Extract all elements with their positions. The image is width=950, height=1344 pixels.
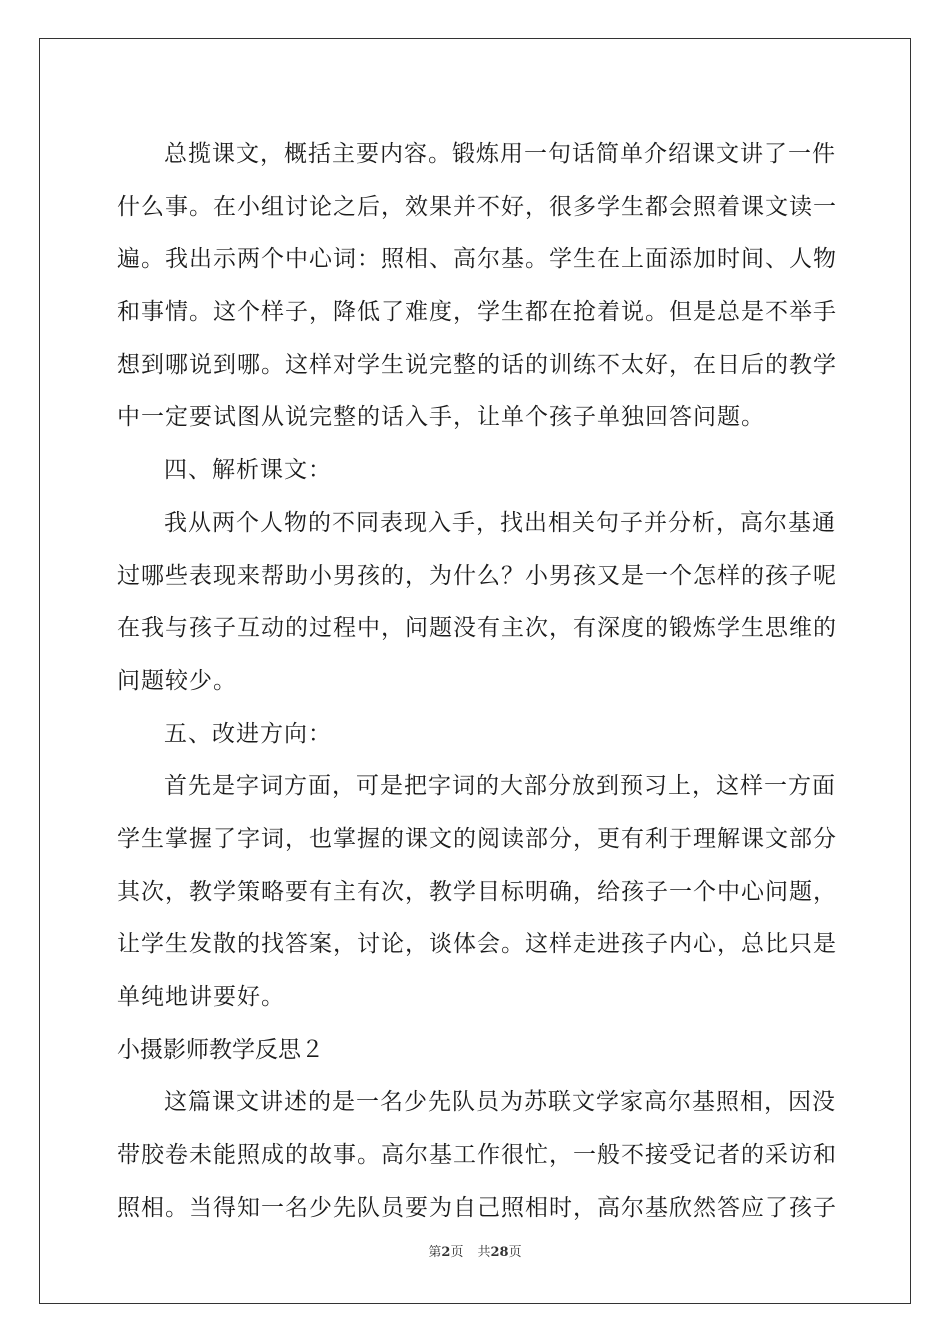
section-heading: 五、改进方向： [164, 720, 332, 747]
text-line: 其次，教学策略要有主有次，教学目标明确，给孩子一个中心问题， [117, 878, 837, 905]
text-line: 问题较少。 [117, 667, 237, 694]
text-line: 什么事。在小组讨论之后，效果并不好，很多学生都会照着课文读一 [117, 193, 837, 220]
page-suffix: 页 [450, 1245, 464, 1260]
page-number: 2 [441, 1245, 451, 1260]
text-line: 学生掌握了字词，也掌握的课文的阅读部分，更有利于理解课文部分 [117, 825, 837, 852]
text-line: 和事情。这个样子，降低了难度，学生都在抢着说。但是总是不举手 [117, 299, 837, 326]
text-line: 单纯地讲要好。 [117, 984, 285, 1010]
text-line: 过哪些表现来帮助小男孩的，为什么？小男孩又是一个怎样的孩子呢 [117, 562, 837, 589]
article-title: 小摄影师教学反思２ [117, 1036, 324, 1063]
page-prefix: 第 [428, 1245, 442, 1260]
total-pages: 28 [490, 1245, 509, 1260]
total-suffix: 页 [508, 1245, 522, 1260]
text-line: 遍。我出示两个中心词：照相、高尔基。学生在上面添加时间、人物 [117, 246, 837, 273]
section-heading: 四、解析课文： [164, 457, 332, 484]
text-line: 首先是字词方面，可是把字词的大部分放到预习上，这样一方面 [164, 773, 836, 800]
text-line: 我从两个人物的不同表现入手，找出相关句子并分析，高尔基通 [164, 509, 836, 536]
text-line: 中一定要试图从说完整的话入手，让单个孩子单独回答问题。 [117, 404, 765, 431]
text-line: 总揽课文，概括主要内容。锻炼用一句话简单介绍课文讲了一件 [164, 141, 836, 167]
document-body [117, 128, 837, 1234]
page-footer [0, 1244, 950, 1262]
total-prefix: 共 [477, 1245, 491, 1260]
text-line: 照相。当得知一名少先队员要为自己照相时，高尔基欣然答应了孩子 [117, 1194, 837, 1221]
text-line: 在我与孩子互动的过程中，问题没有主次，有深度的锻炼学生思维的 [117, 615, 837, 642]
text-line: 带胶卷未能照成的故事。高尔基工作很忙，一般不接受记者的采访和 [117, 1142, 837, 1169]
text-line: 这篇课文讲述的是一名少先队员为苏联文学家高尔基照相，因没 [164, 1089, 836, 1116]
text-line: 想到哪说到哪。这样对学生说完整的话的训练不太好，在日后的教学 [117, 351, 837, 378]
text-line: 让学生发散的找答案，讨论，谈体会。这样走进孩子内心，总比只是 [117, 931, 837, 958]
